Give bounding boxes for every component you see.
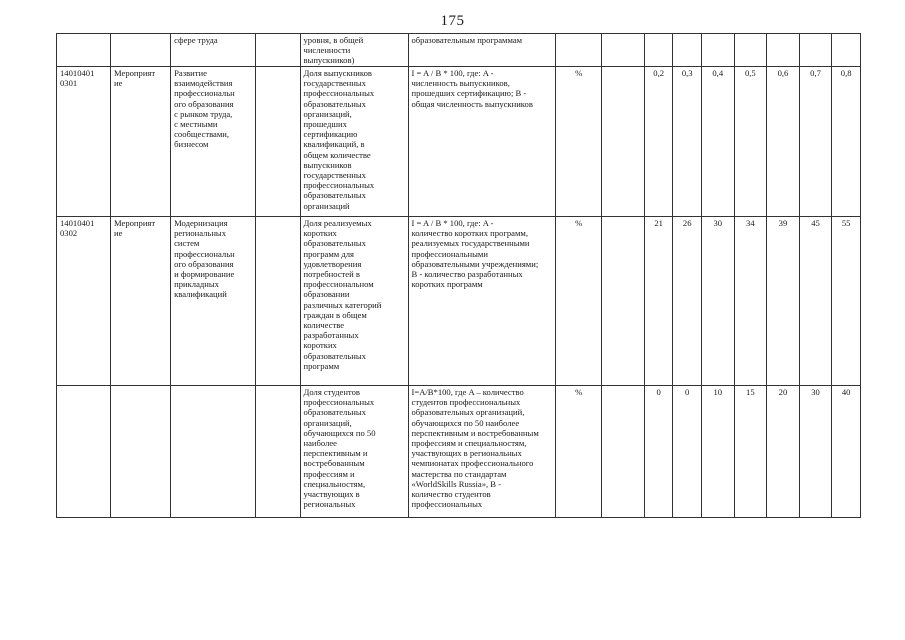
type-cell <box>111 34 171 67</box>
code-cell: 14010401 0302 <box>57 217 111 386</box>
value-cell: 40 <box>832 386 861 518</box>
value-cell: 0,6 <box>767 67 800 217</box>
value-cell <box>767 34 800 67</box>
blank-cell <box>255 67 300 217</box>
table-row <box>57 34 861 67</box>
code-cell <box>57 386 111 518</box>
indicators-table <box>56 33 861 518</box>
unit-cell: % <box>556 386 602 518</box>
indicator-cell: Доля выпускников государственных профессиональных образовательных организаций, прошедших сертификацию квалификаций, в общем количестве выпускников государственных профессиональных образовательных организаций <box>300 67 408 217</box>
formula-cell: I=A/B*100, где A – количество студентов профессиональных образовательных организаций, обучающихся по 50 наиболее перспективным и востребованным профессиям и специальностям, участвующих в региональных чемпионатах профессионального мастерства по стандартам «WorldSkills Russia», B - количество студентов профессиональных <box>408 386 556 518</box>
value-cell: 15 <box>734 386 767 518</box>
value-cell: 0,5 <box>734 67 767 217</box>
value-cell: 0 <box>673 386 702 518</box>
value-cell: 0,7 <box>799 67 832 217</box>
value-cell: 21 <box>644 217 673 386</box>
type-cell: Мероприят ие <box>111 217 171 386</box>
value-cell <box>832 34 861 67</box>
table-row <box>57 67 861 217</box>
value-cell: 0,3 <box>673 67 702 217</box>
value-cell: 34 <box>734 217 767 386</box>
value-cell: 45 <box>799 217 832 386</box>
value-cell: 30 <box>799 386 832 518</box>
page-number: 175 <box>440 13 465 29</box>
formula-cell: I = A / B * 100, где: A - количество коротких программ, реализуемых государственными профессиональными образовательными учреждениями; B - количество разработанных коротких программ <box>408 217 556 386</box>
value-cell: 0,8 <box>832 67 861 217</box>
table-row <box>57 217 861 386</box>
code-cell <box>57 34 111 67</box>
unit-cell: % <box>556 217 602 386</box>
value-cell: 10 <box>701 386 734 518</box>
name-cell: сфере труда <box>171 34 256 67</box>
value-cell <box>602 217 645 386</box>
blank-cell <box>255 34 300 67</box>
value-cell: 26 <box>673 217 702 386</box>
unit-cell <box>556 34 602 67</box>
name-cell: Модернизация региональных систем профессиональн ого образования и формирование прикладных квалификаций <box>171 217 256 386</box>
indicator-cell: Доля студентов профессиональных образовательных организаций, обучающихся по 50 наиболее перспективным и востребованным профессиям и специальностям, участвующих в региональных <box>300 386 408 518</box>
code-cell: 14010401 0301 <box>57 67 111 217</box>
value-cell: 0,4 <box>701 67 734 217</box>
type-cell <box>111 386 171 518</box>
name-cell: Развитие взаимодействия профессиональн ого образования с рынком труда, с местными сообществами, бизнесом <box>171 67 256 217</box>
value-cell: 0,2 <box>644 67 673 217</box>
type-cell: Мероприят ие <box>111 67 171 217</box>
formula-cell: образовательным программам <box>408 34 556 67</box>
blank-cell <box>255 386 300 518</box>
value-cell <box>734 34 767 67</box>
indicator-cell: уровня, в общей численности выпускников) <box>300 34 408 67</box>
value-cell <box>673 34 702 67</box>
value-cell <box>644 34 673 67</box>
value-cell <box>602 34 645 67</box>
value-cell: 30 <box>701 217 734 386</box>
value-cell: 0 <box>644 386 673 518</box>
value-cell: 39 <box>767 217 800 386</box>
indicator-cell: Доля реализуемых коротких образовательных программ для удовлетворения потребностей в профессиональном образовании различных категорий граждан в общем количестве разработанных коротких образовательных программ <box>300 217 408 386</box>
table-row <box>57 386 861 518</box>
name-cell <box>171 386 256 518</box>
formula-cell: I = A / B * 100, где: A - численность выпускников, прошедших сертификацию; B - общая численность выпускников <box>408 67 556 217</box>
value-cell <box>799 34 832 67</box>
value-cell: 20 <box>767 386 800 518</box>
unit-cell: % <box>556 67 602 217</box>
value-cell <box>602 386 645 518</box>
value-cell: 55 <box>832 217 861 386</box>
value-cell <box>701 34 734 67</box>
value-cell <box>602 67 645 217</box>
blank-cell <box>255 217 300 386</box>
